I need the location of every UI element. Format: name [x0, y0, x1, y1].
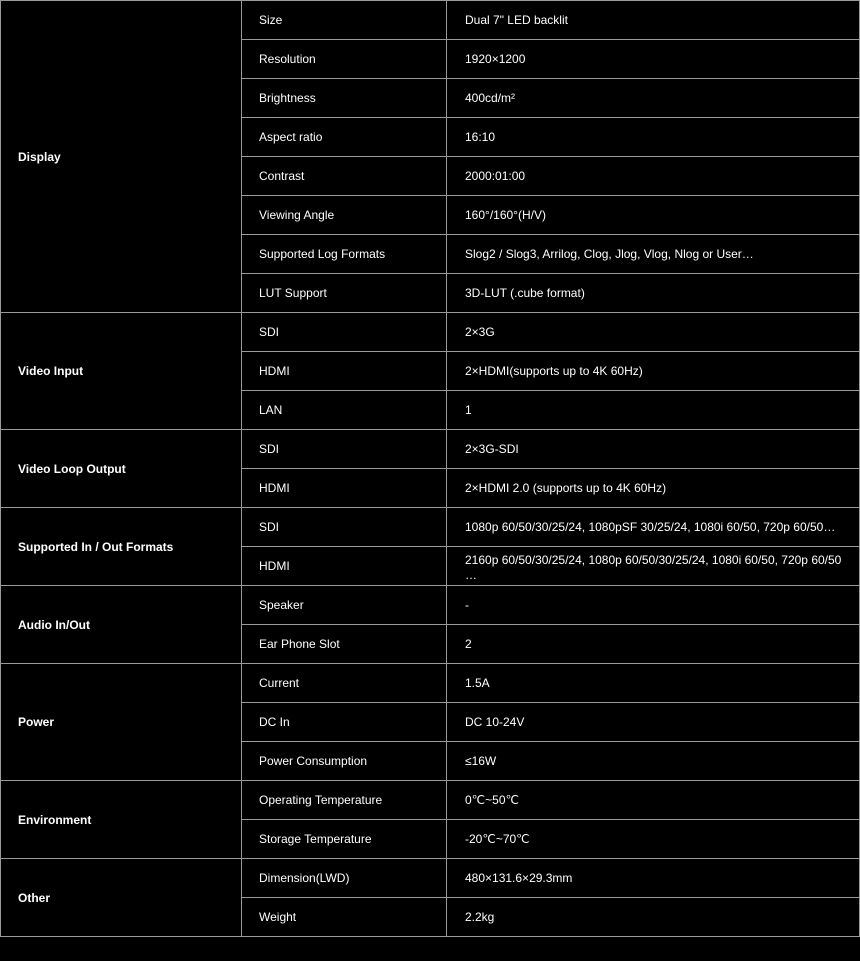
param-label: Operating Temperature	[242, 781, 447, 820]
param-label: HDMI	[242, 547, 447, 586]
param-value: 1920×1200	[447, 40, 860, 79]
param-label: Dimension(LWD)	[242, 859, 447, 898]
param-value: 16:10	[447, 118, 860, 157]
param-label: Resolution	[242, 40, 447, 79]
spec-row	[1, 1, 860, 40]
param-label: Supported Log Formats	[242, 235, 447, 274]
param-value: 2×3G-SDI	[447, 430, 860, 469]
param-value-line: 2160p 60/50/30/25/24, 1080p 60/50/30/25/24, 1080i 60/50, 720p 60/50	[465, 553, 842, 567]
spec-row	[1, 430, 860, 469]
param-label: Speaker	[242, 586, 447, 625]
category-display: Display	[1, 1, 242, 313]
param-value: DC 10-24V	[447, 703, 860, 742]
param-label: Current	[242, 664, 447, 703]
param-label: Aspect ratio	[242, 118, 447, 157]
param-label: LAN	[242, 391, 447, 430]
param-value: 2×HDMI(supports up to 4K 60Hz)	[447, 352, 860, 391]
param-label: DC In	[242, 703, 447, 742]
spec-row	[1, 781, 860, 820]
param-value	[447, 547, 860, 586]
category-other: Other	[1, 859, 242, 937]
param-value: 3D-LUT (.cube format)	[447, 274, 860, 313]
param-value: 400cd/m²	[447, 79, 860, 118]
category-power: Power	[1, 664, 242, 781]
param-label: SDI	[242, 508, 447, 547]
spec-row	[1, 664, 860, 703]
param-label: Ear Phone Slot	[242, 625, 447, 664]
param-label: Storage Temperature	[242, 820, 447, 859]
category-audio: Audio In/Out	[1, 586, 242, 664]
param-label: SDI	[242, 313, 447, 352]
category-video-input: Video Input	[1, 313, 242, 430]
param-label: SDI	[242, 430, 447, 469]
param-value: 2	[447, 625, 860, 664]
param-label: Brightness	[242, 79, 447, 118]
param-label: HDMI	[242, 352, 447, 391]
param-value-continuation: …	[465, 568, 477, 582]
spec-row	[1, 859, 860, 898]
param-label: LUT Support	[242, 274, 447, 313]
spec-row	[1, 508, 860, 547]
param-label: Contrast	[242, 157, 447, 196]
spec-row	[1, 313, 860, 352]
param-label: Power Consumption	[242, 742, 447, 781]
param-label: Size	[242, 1, 447, 40]
param-label: Weight	[242, 898, 447, 937]
category-environment: Environment	[1, 781, 242, 859]
param-label: HDMI	[242, 469, 447, 508]
param-value: -20℃~70℃	[447, 820, 860, 859]
param-value: Slog2 / Slog3, Arrilog, Clog, Jlog, Vlog, Nlog or User…	[447, 235, 860, 274]
param-value: 2×HDMI 2.0 (supports up to 4K 60Hz)	[447, 469, 860, 508]
param-value: 2×3G	[447, 313, 860, 352]
param-label: Viewing Angle	[242, 196, 447, 235]
param-value: 0℃~50℃	[447, 781, 860, 820]
param-value: 160°/160°(H/V)	[447, 196, 860, 235]
param-value: 480×131.6×29.3mm	[447, 859, 860, 898]
param-value: 2000:01:00	[447, 157, 860, 196]
param-value: -	[447, 586, 860, 625]
param-value: 1080p 60/50/30/25/24, 1080pSF 30/25/24, 1080i 60/50, 720p 60/50…	[447, 508, 860, 547]
param-value: 2.2kg	[447, 898, 860, 937]
category-supported-formats: Supported In / Out Formats	[1, 508, 242, 586]
param-value: 1	[447, 391, 860, 430]
param-value: ≤16W	[447, 742, 860, 781]
param-value: 1.5A	[447, 664, 860, 703]
param-value: Dual 7" LED backlit	[447, 1, 860, 40]
category-video-loop-output: Video Loop Output	[1, 430, 242, 508]
spec-row	[1, 586, 860, 625]
